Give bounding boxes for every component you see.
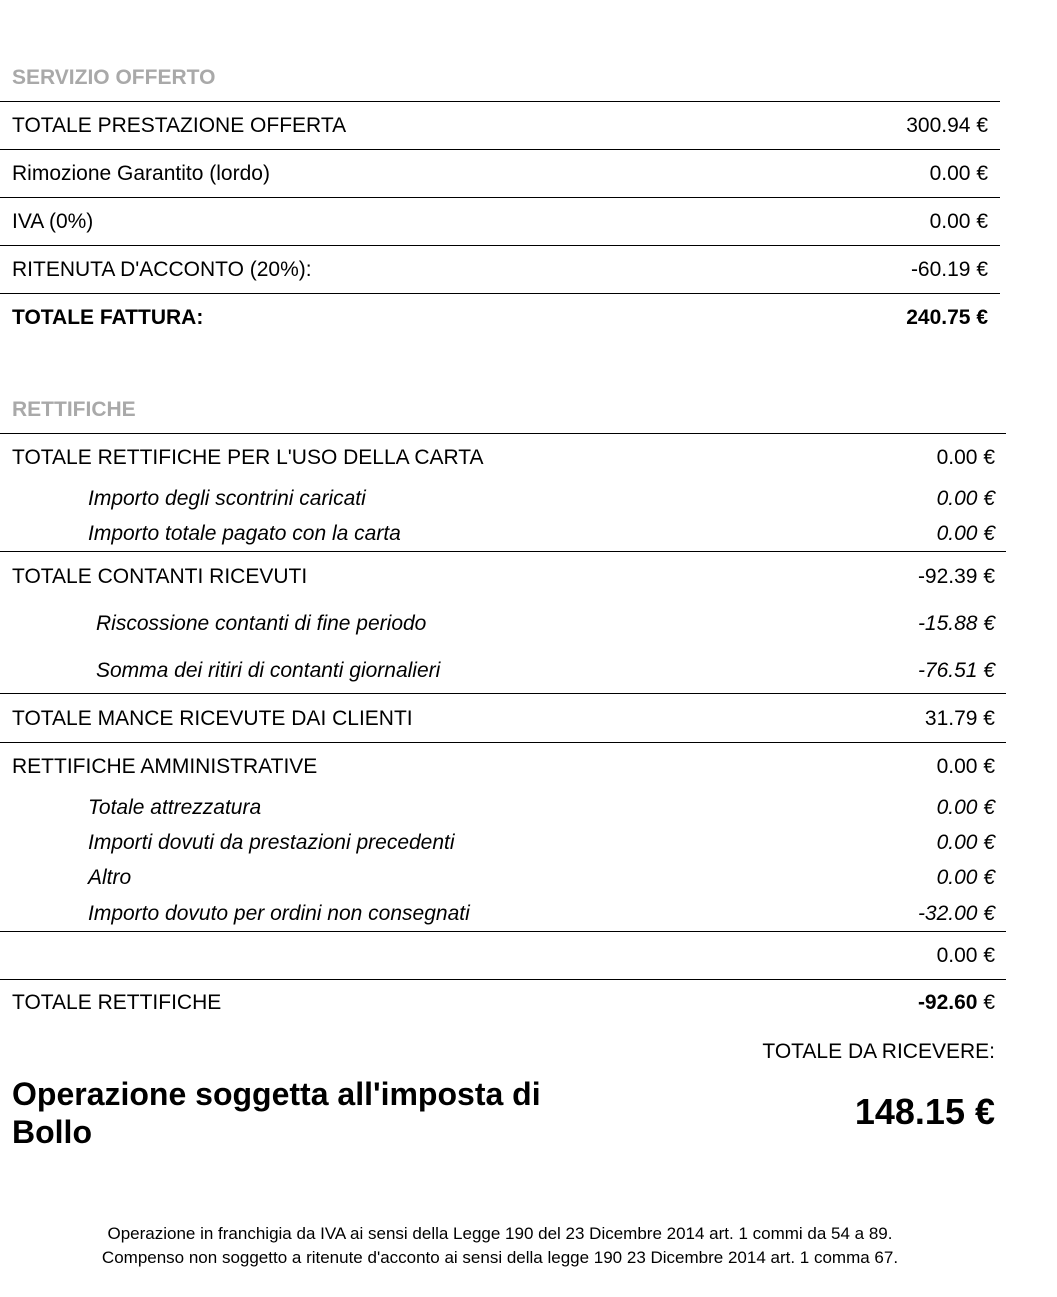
row-label: Rimozione Garantito (lordo) (12, 162, 270, 185)
row-label: IVA (0%) (12, 210, 94, 233)
row-amount: 0.00 € (936, 796, 995, 819)
row-label: Totale attrezzatura (88, 796, 262, 819)
row-ritenuta-acconto (12, 255, 988, 285)
row-label: Altro (88, 866, 132, 889)
footer-notes (0, 1222, 1000, 1270)
amount-value: -92.60 (917, 991, 978, 1014)
divider (0, 101, 1000, 102)
row-rettifiche-amministrative (12, 752, 995, 782)
row-label: TOTALE RETTIFICHE (12, 991, 222, 1014)
divider (0, 149, 1000, 150)
row-amount: 300.94 € (906, 114, 988, 137)
subrow-ritiri-giornalieri (12, 656, 995, 686)
row-amount: -15.88 € (917, 612, 995, 635)
row-amount: 0.00 € (936, 487, 995, 510)
divider (0, 979, 1006, 980)
row-rimozione-garantito (12, 159, 988, 189)
divider (0, 742, 1006, 743)
bollo-notice: Operazione soggetta all'imposta di Bollo (12, 1076, 541, 1150)
footer-line: Operazione in franchigia da IVA ai sensi della Legge 190 del 23 Dicembre 2014 art. 1 commi da 54 a 89. (107, 1224, 893, 1243)
row-label: TOTALE CONTANTI RICEVUTI (12, 565, 308, 588)
row-label: Importo degli scontrini caricati (88, 487, 366, 510)
row-amount: 31.79 € (924, 707, 995, 730)
row-blank-amount (12, 941, 995, 971)
row-label: RETTIFICHE AMMINISTRATIVE (12, 755, 318, 778)
row-amount: 0.00 € (936, 831, 995, 854)
subrow-pagato-carta (12, 519, 995, 549)
row-label: Somma dei ritiri di contanti giornalieri (96, 659, 441, 682)
row-totale-fattura (12, 303, 988, 333)
row-amount: 0.00 € (936, 522, 995, 545)
row-label: Importo dovuto per ordini non consegnati (88, 902, 470, 925)
row-amount: 240.75 € (906, 306, 988, 329)
row-label: Riscossione contanti di fine periodo (96, 612, 427, 635)
divider (0, 197, 1000, 198)
row-amount: 0.00 € (929, 162, 988, 185)
footer-line: Compenso non soggetto a ritenute d'acconto ai sensi della legge 190 23 Dicembre 2014 art. 1 comma 67. (101, 1248, 899, 1267)
subrow-ordini-non-consegnati (12, 899, 995, 929)
amount-currency: € (977, 991, 995, 1014)
row-label: TOTALE RETTIFICHE PER L'USO DELLA CARTA (12, 446, 484, 469)
subrow-riscossione-contanti (12, 609, 995, 639)
totale-da-ricevere-label: TOTALE DA RICEVERE: (762, 1040, 995, 1063)
row-amount: -92.39 € (917, 565, 995, 588)
row-label: TOTALE MANCE RICEVUTE DAI CLIENTI (12, 707, 413, 730)
row-mance-ricevute (12, 704, 995, 734)
divider (0, 293, 1000, 294)
totale-da-ricevere-amount: 148.15 € (854, 1091, 995, 1132)
row-amount (918, 988, 995, 1018)
subrow-prestazioni-precedenti (12, 828, 995, 858)
row-totale-rettifiche (12, 988, 995, 1018)
row-amount: 0.00 € (936, 866, 995, 889)
row-label: RITENUTA D'ACCONTO (20%): (12, 258, 312, 281)
row-contanti-ricevuti (12, 562, 995, 592)
subrow-altro (12, 863, 995, 893)
row-amount: -60.19 € (910, 258, 988, 281)
divider (0, 551, 1006, 552)
divider (0, 433, 1006, 434)
row-amount: -76.51 € (917, 659, 995, 682)
row-totale-prestazione (12, 111, 988, 141)
row-amount: 0.00 € (936, 446, 995, 469)
section-title-servizio-offerto: SERVIZIO OFFERTO (12, 66, 216, 89)
row-label: Importo totale pagato con la carta (88, 522, 401, 545)
row-amount: 0.00 € (936, 944, 995, 967)
divider (0, 245, 1000, 246)
row-label: Importi dovuti da prestazioni precedenti (88, 831, 455, 854)
divider (0, 693, 1006, 694)
row-iva (12, 207, 988, 237)
row-amount: 0.00 € (929, 210, 988, 233)
section-title-rettifiche: RETTIFICHE (12, 398, 136, 421)
subrow-attrezzatura (12, 793, 995, 823)
row-label: TOTALE PRESTAZIONE OFFERTA (12, 114, 347, 137)
row-label: TOTALE FATTURA: (12, 306, 204, 329)
divider (0, 931, 1006, 932)
row-amount: 0.00 € (936, 755, 995, 778)
subrow-scontrini-caricati (12, 484, 995, 514)
row-rettifiche-carta (12, 443, 995, 473)
row-amount: -32.00 € (917, 902, 995, 925)
